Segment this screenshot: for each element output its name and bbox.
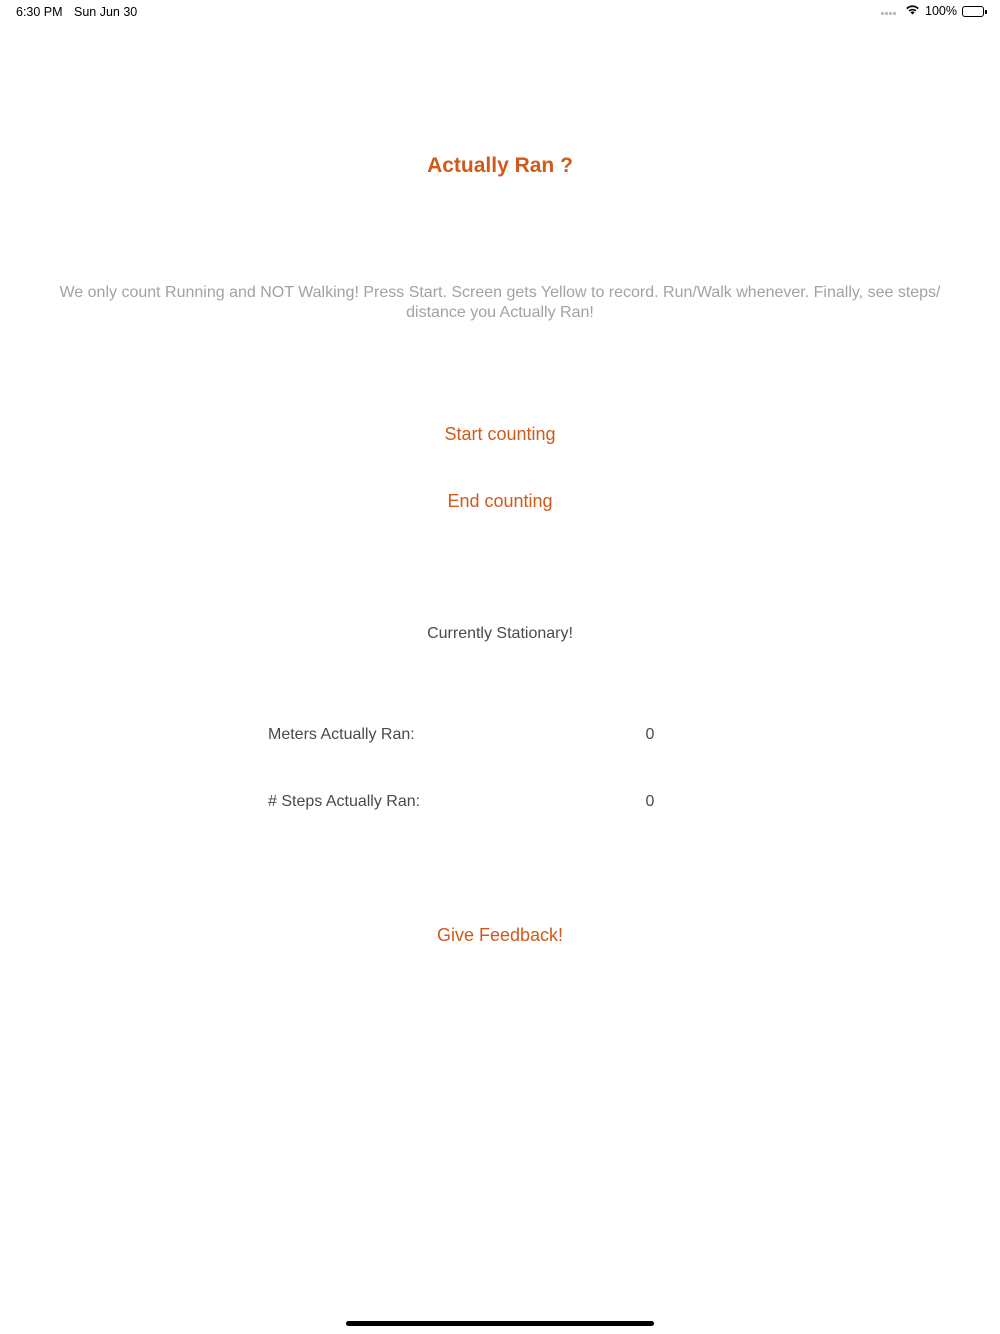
battery-percent: 100% (925, 4, 957, 18)
activity-status-label: Currently Stationary! (427, 625, 573, 642)
cellular-signal-icon (881, 12, 896, 15)
app-title: Actually Ran ? (427, 154, 573, 177)
give-feedback-button[interactable]: Give Feedback! (436, 925, 564, 945)
wifi-icon (905, 4, 920, 18)
status-bar (0, 0, 1000, 24)
instructions-text: We only count Running and NOT Walking! Press Start. Screen gets Yellow to record. Run/Walk whenever. Finally, see steps/ distance you Actually Ran! (59, 284, 941, 321)
battery-icon (962, 6, 984, 17)
home-indicator[interactable] (346, 1321, 654, 1326)
status-date: Sun Jun 30 (74, 5, 138, 19)
meters-ran-label: Meters Actually Ran: (268, 726, 415, 743)
steps-ran-value: 0 (645, 793, 655, 810)
end-counting-button[interactable]: End counting (447, 491, 553, 511)
status-time: 6:30 PM (16, 5, 63, 19)
status-indicators (881, 4, 984, 18)
start-counting-button[interactable]: Start counting (444, 424, 556, 444)
meters-ran-value: 0 (645, 726, 655, 743)
steps-ran-label: # Steps Actually Ran: (268, 793, 421, 810)
